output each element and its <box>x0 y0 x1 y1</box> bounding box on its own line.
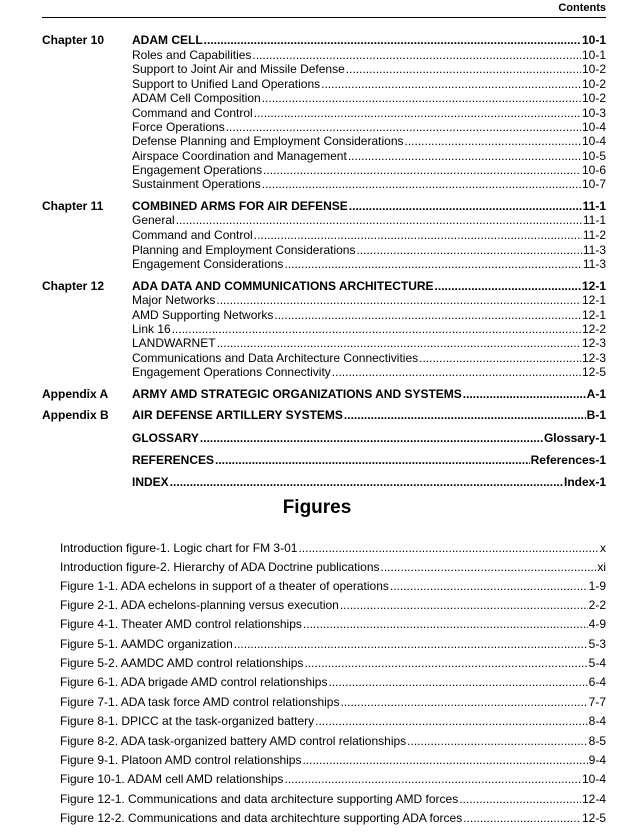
toc-title: Support to Joint Air and Missile Defense <box>132 62 345 76</box>
toc-title: REFERENCES <box>132 453 215 467</box>
figure-entry[interactable] <box>60 772 606 786</box>
toc-title: Roles and Capabilities <box>132 48 252 62</box>
dot-leader <box>284 772 581 786</box>
toc-page: 12-3 <box>581 336 606 350</box>
toc-entry[interactable] <box>132 293 606 307</box>
toc-page: 12-3 <box>581 351 606 365</box>
toc-page: 11-3 <box>582 243 606 257</box>
toc-title: Engagement Operations Connectivity <box>132 365 331 379</box>
figure-entry[interactable] <box>60 714 606 728</box>
dot-leader <box>284 257 581 271</box>
dot-leader <box>340 598 588 612</box>
dot-leader <box>332 365 581 379</box>
toc-title: Airspace Coordination and Management <box>132 149 347 163</box>
toc-title: Command and Control <box>132 228 253 242</box>
toc-title: Planning and Employment Considerations <box>132 243 356 257</box>
figure-title: Figure 5-1. AAMDC organization <box>60 637 233 651</box>
toc-entry[interactable] <box>132 77 606 91</box>
toc-title: COMBINED ARMS FOR AIR DEFENSE <box>132 199 348 213</box>
figure-page: 7-7 <box>588 695 606 709</box>
dot-leader <box>328 675 587 689</box>
dot-leader <box>390 579 588 593</box>
toc-page: 12-1 <box>581 293 606 307</box>
toc-page: B-1 <box>586 408 606 422</box>
dot-leader <box>303 617 588 631</box>
toc-title: INDEX <box>132 475 169 489</box>
figure-page: 12-5 <box>581 811 606 825</box>
figure-entry[interactable] <box>60 656 606 670</box>
dot-leader <box>302 753 587 767</box>
toc-page: 10-2 <box>581 77 606 91</box>
dot-leader <box>216 293 581 307</box>
dot-leader <box>215 453 530 467</box>
figure-entry[interactable] <box>60 811 606 825</box>
figure-page: 12-4 <box>581 792 606 806</box>
dot-leader <box>435 279 581 293</box>
toc-page: 12-2 <box>581 322 606 336</box>
figure-entry[interactable] <box>60 792 606 806</box>
figure-page: 9-4 <box>588 753 606 767</box>
toc-page: 10-2 <box>581 91 606 105</box>
toc-page: 12-1 <box>581 308 606 322</box>
figure-entry[interactable] <box>60 734 606 748</box>
dot-leader <box>419 351 581 365</box>
dot-leader <box>463 387 586 401</box>
figure-page: xi <box>597 560 606 574</box>
toc-entry-appendix-a[interactable] <box>132 387 606 401</box>
toc-title: LANDWARNET <box>132 336 216 350</box>
figures-heading: Figures <box>282 497 352 518</box>
figure-title: Figure 8-2. ADA task-organized battery AMD control relationships <box>60 734 407 748</box>
toc-title: Engagement Operations <box>132 163 263 177</box>
dot-leader <box>346 62 581 76</box>
dot-leader <box>234 637 588 651</box>
toc-entry[interactable] <box>132 257 606 271</box>
figure-page: 4-9 <box>588 617 606 631</box>
figure-title: Figure 5-2. AAMDC AMD control relationships <box>60 656 304 670</box>
dot-leader <box>170 475 563 489</box>
toc-entry[interactable] <box>132 228 606 242</box>
figure-title: Figure 4-1. Theater AMD control relationships <box>60 617 302 631</box>
toc-page: 11-2 <box>582 228 606 242</box>
dot-leader <box>463 811 581 825</box>
dot-leader <box>254 228 582 242</box>
appendix-label: Appendix B <box>42 408 109 422</box>
toc-title: Force Operations <box>132 120 225 134</box>
toc-entry[interactable] <box>132 120 606 134</box>
dot-leader <box>226 120 581 134</box>
toc-entry[interactable] <box>132 351 606 365</box>
figure-title: Figure 10-1. ADAM cell AMD relationships <box>60 772 284 786</box>
dot-leader <box>304 656 587 670</box>
toc-entry-chapter-11[interactable] <box>132 199 606 213</box>
chapter-label: Chapter 12 <box>42 279 105 293</box>
dot-leader <box>262 91 581 105</box>
toc-entry-chapter-10[interactable] <box>132 33 606 47</box>
toc-title: ADAM CELL <box>132 33 203 47</box>
chapter-label: Chapter 10 <box>42 33 105 47</box>
figure-title: Figure 12-2. Communications and data architechture supporting ADA forces <box>60 811 463 825</box>
figure-title: Figure 12-1. Communications and data architecture supporting AMD forces <box>60 792 459 806</box>
toc-entry-chapter-12[interactable] <box>132 279 606 293</box>
figure-title: Figure 6-1. ADA brigade AMD control relationships <box>60 675 328 689</box>
toc-title: Engagement Considerations <box>132 257 284 271</box>
figure-title: Figure 2-1. ADA echelons-planning versus execution <box>60 598 339 612</box>
toc-title: Major Networks <box>132 293 216 307</box>
dot-leader <box>356 243 581 257</box>
toc-title: AIR DEFENSE ARTILLERY SYSTEMS <box>132 408 343 422</box>
toc-entry[interactable] <box>132 62 606 76</box>
dot-leader <box>200 431 543 445</box>
figure-page: 5-3 <box>588 637 606 651</box>
dot-leader <box>315 714 588 728</box>
toc-title: Sustainment Operations <box>132 177 261 191</box>
figure-entry[interactable] <box>60 637 606 651</box>
toc-entry-index[interactable] <box>132 475 606 489</box>
toc-page: 10-1 <box>581 48 606 62</box>
dot-leader <box>176 213 582 227</box>
toc-page: 10-1 <box>581 33 606 47</box>
toc-title: AMD Supporting Networks <box>132 308 274 322</box>
figure-entry[interactable] <box>60 675 606 689</box>
figure-entry[interactable] <box>60 541 606 555</box>
dot-leader <box>405 134 581 148</box>
dot-leader <box>344 408 586 422</box>
toc-entry[interactable] <box>132 163 606 177</box>
dot-leader <box>459 792 581 806</box>
dot-leader <box>340 695 587 709</box>
toc-entry[interactable] <box>132 336 606 350</box>
figure-page: 8-5 <box>588 734 606 748</box>
figure-entry[interactable] <box>60 695 606 709</box>
dot-leader <box>298 541 599 555</box>
toc-page: References-1 <box>530 453 606 467</box>
toc-page: Index-1 <box>563 475 606 489</box>
toc-page: Glossary-1 <box>543 431 606 445</box>
toc-page: 12-1 <box>581 279 606 293</box>
toc-title: GLOSSARY <box>132 431 199 445</box>
toc-title: Communications and Data Architecture Connectivities <box>132 351 419 365</box>
toc-page: 10-2 <box>581 62 606 76</box>
toc-title: ARMY AMD STRATEGIC ORGANIZATIONS AND SYSTEMS <box>132 387 462 401</box>
toc-entry-appendix-b[interactable] <box>132 408 606 422</box>
figure-entry[interactable] <box>60 560 606 574</box>
dot-leader <box>348 149 581 163</box>
page-header <box>42 0 606 18</box>
dot-leader <box>407 734 587 748</box>
figure-entry[interactable] <box>60 753 606 767</box>
toc-title: General <box>132 213 175 227</box>
figure-title: Figure 7-1. ADA task force AMD control relationships <box>60 695 340 709</box>
toc-page: 10-4 <box>581 120 606 134</box>
toc-entry[interactable] <box>132 243 606 257</box>
toc-page: 11-1 <box>582 213 606 227</box>
toc-title: ADA DATA AND COMMUNICATIONS ARCHITECTURE <box>132 279 434 293</box>
figure-page: 2-2 <box>588 598 606 612</box>
figure-title: Introduction figure-1. Logic chart for FM 3-01 <box>60 541 298 555</box>
toc-entry-references[interactable] <box>132 453 606 467</box>
toc-entry[interactable] <box>132 149 606 163</box>
toc-page: 11-1 <box>582 199 606 213</box>
toc-entry[interactable] <box>132 134 606 148</box>
dot-leader <box>381 560 597 574</box>
dot-leader <box>321 77 581 91</box>
toc-entry[interactable] <box>132 48 606 62</box>
dot-leader <box>252 48 581 62</box>
figure-page: x <box>600 541 606 555</box>
dot-leader <box>262 177 581 191</box>
toc-page: 10-7 <box>581 177 606 191</box>
toc-page: A-1 <box>586 387 606 401</box>
figure-page: 10-4 <box>581 772 606 786</box>
chapter-label: Chapter 11 <box>42 199 104 213</box>
toc-page: 10-4 <box>581 134 606 148</box>
toc-entry-glossary[interactable] <box>132 431 606 445</box>
toc-entry[interactable] <box>132 91 606 105</box>
toc-entry[interactable] <box>132 177 606 191</box>
toc-entry[interactable] <box>132 322 606 336</box>
figure-entry[interactable] <box>60 598 606 612</box>
figure-entry[interactable] <box>60 617 606 631</box>
toc-title: ADAM Cell Composition <box>132 91 261 105</box>
toc-page: 10-3 <box>581 106 606 120</box>
figure-page: 6-4 <box>588 675 606 689</box>
figure-page: 1-9 <box>588 579 606 593</box>
figure-page: 8-4 <box>588 714 606 728</box>
dot-leader <box>217 336 581 350</box>
dot-leader <box>274 308 581 322</box>
figure-title: Figure 9-1. Platoon AMD control relationships <box>60 753 302 767</box>
toc-page: 12-5 <box>581 365 606 379</box>
toc-entry[interactable] <box>132 213 606 227</box>
toc-title: Command and Control <box>132 106 253 120</box>
toc-page: 11-3 <box>582 257 606 271</box>
toc-entry[interactable] <box>132 365 606 379</box>
toc-title: Support to Unified Land Operations <box>132 77 321 91</box>
figure-title: Introduction figure-2. Hierarchy of ADA Doctrine publications <box>60 560 380 574</box>
dot-leader <box>254 106 581 120</box>
figure-title: Figure 1-1. ADA echelons in support of a theater of operations <box>60 579 389 593</box>
toc-entry[interactable] <box>132 308 606 322</box>
dot-leader <box>172 322 581 336</box>
figure-entry[interactable] <box>60 579 606 593</box>
toc-title: Link 16 <box>132 322 171 336</box>
toc-title: Defense Planning and Employment Considerations <box>132 134 404 148</box>
toc-page: 10-5 <box>581 149 606 163</box>
appendix-label: Appendix A <box>42 387 109 401</box>
dot-leader <box>349 199 582 213</box>
figure-title: Figure 8-1. DPICC at the task-organized battery <box>60 714 315 728</box>
figure-page: 5-4 <box>588 656 606 670</box>
toc-entry[interactable] <box>132 106 606 120</box>
dot-leader <box>204 33 581 47</box>
dot-leader <box>263 163 581 177</box>
header-title: Contents <box>558 2 606 14</box>
toc-page: 10-6 <box>581 163 606 177</box>
